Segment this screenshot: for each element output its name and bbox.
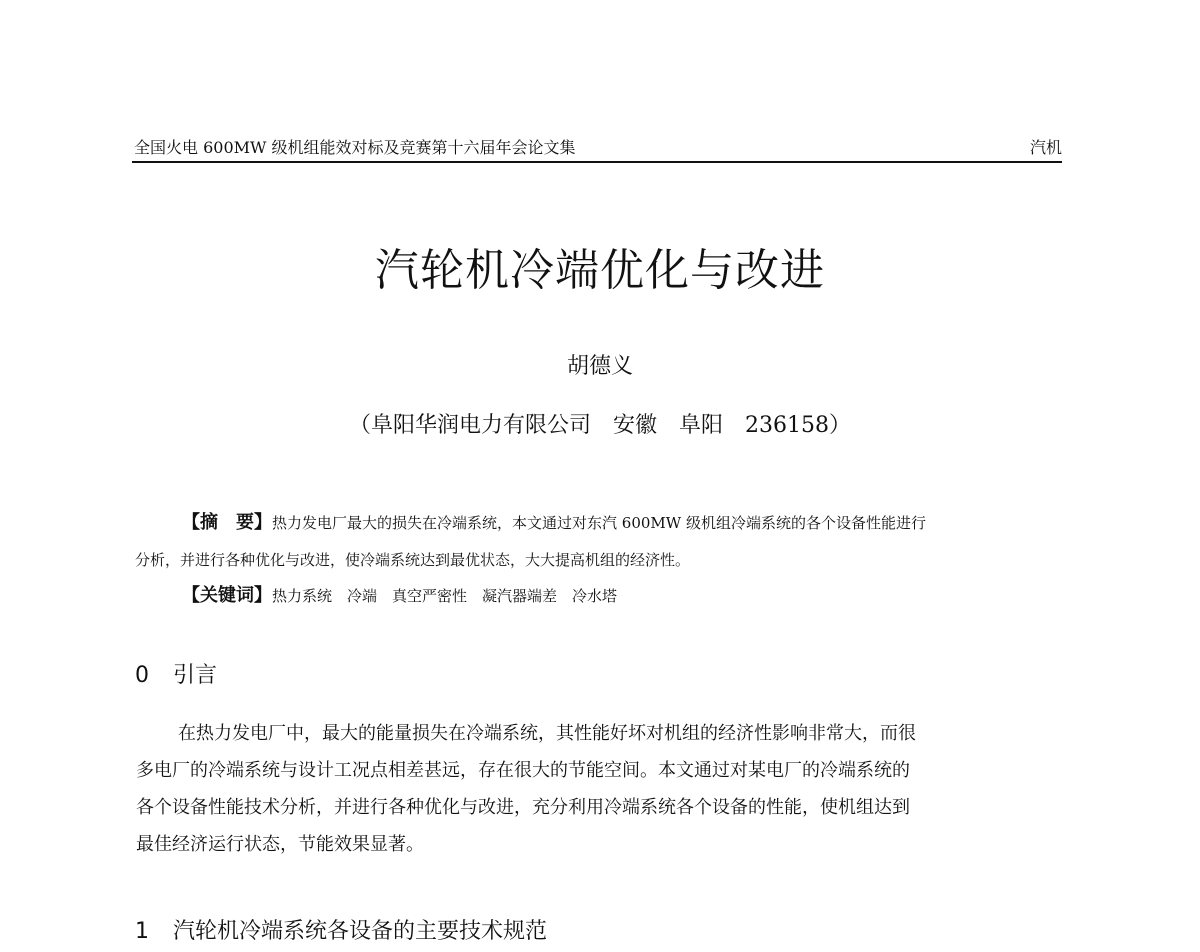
body-line: 各个设备性能技术分析，并进行各种优化与改进，充分利用冷端系统各个设备的性能，使机组达到 — [136, 797, 910, 818]
section-title-1: 汽轮机冷端系统各设备的主要技术规范 — [173, 919, 548, 944]
body-line: 最佳经济运行状态，节能效果显著。 — [136, 834, 424, 855]
running-header-proceedings: 全国火电 600MW 级机组能效对标及竞赛第十六届年会论文集 — [134, 138, 576, 157]
section-title-0: 引言 — [173, 663, 218, 688]
abstract-text-1: 热力发电厂最大的损失在冷端系统，本文通过对东汽 600MW 级机组冷端系统的各个设备性能进行 — [272, 514, 926, 532]
abstract-text-2: 分析，并进行各种优化与改进，使冷端系统达到最优状态，大大提高机组的经济性。 — [135, 551, 691, 569]
section-number-1: 1 — [135, 919, 149, 944]
abstract-line-1 — [182, 511, 926, 535]
abstract-line-2 — [135, 548, 690, 572]
paper-title: 汽轮机冷端优化与改进 — [375, 245, 825, 296]
body-line: 多电厂的冷端系统与设计工况点相差甚远，存在很大的节能空间。本文通过对某电厂的冷端系统的 — [136, 760, 910, 781]
keywords-line — [182, 584, 617, 608]
body-line: 在热力发电厂中，最大的能量损失在冷端系统，其性能好坏对机组的经济性影响非常大，而很 — [178, 723, 916, 744]
section-heading-0 — [135, 660, 217, 692]
keywords-text: 热力系统 冷端 真空严密性 凝汽器端差 冷水塔 — [272, 587, 618, 605]
running-header-category: 汽机 — [1029, 138, 1062, 157]
author-name: 胡德义 — [566, 354, 633, 379]
running-header — [132, 136, 1062, 164]
abstract-label: 【摘 要】 — [182, 512, 272, 533]
section-heading-1 — [135, 916, 547, 948]
section-0-body — [136, 715, 1066, 863]
author-affiliation: （阜阳华润电力有限公司 安徽 阜阳 236158） — [349, 413, 851, 438]
section-number-0: 0 — [135, 663, 149, 688]
keywords-label: 【关键词】 — [182, 585, 272, 606]
header-rule — [132, 161, 1062, 163]
